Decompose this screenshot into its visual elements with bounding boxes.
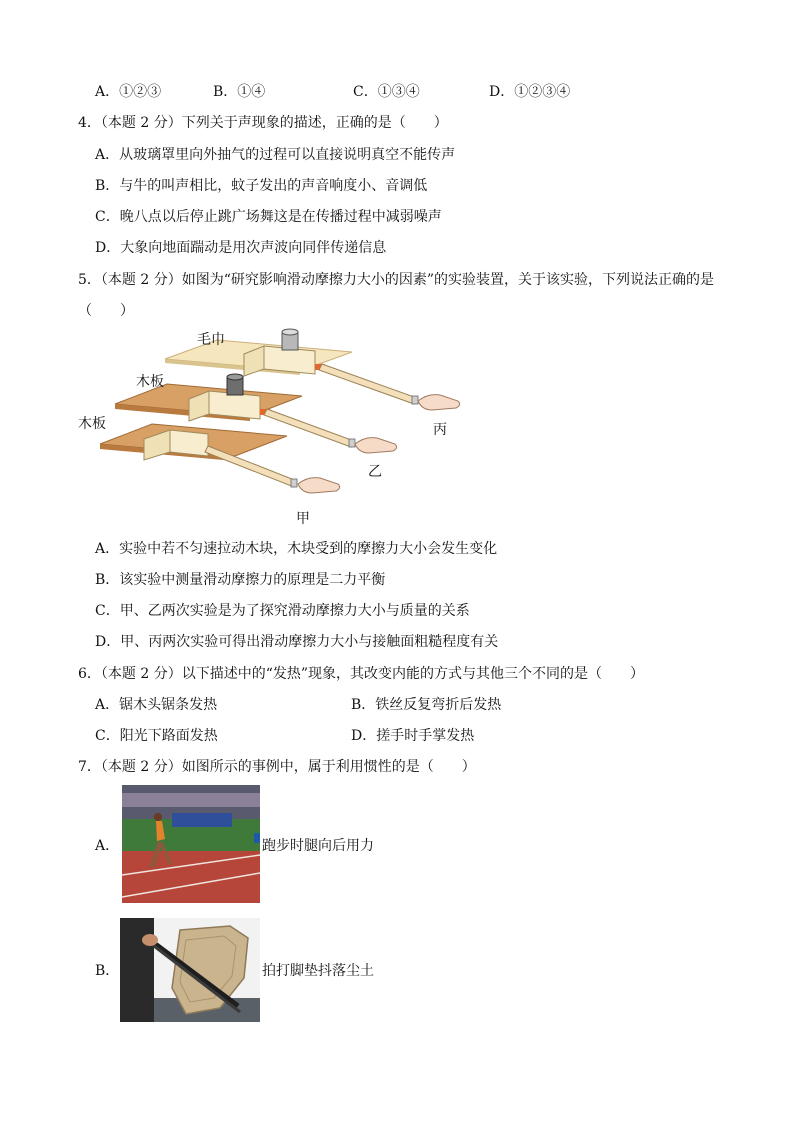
- q7-option-a-letter: A．: [95, 838, 120, 854]
- q4-option-c: C．晚八点以后停止跳广场舞这是在传播过程中减弱噪声: [95, 209, 442, 225]
- q3-option-d: D．①②③④: [489, 84, 571, 100]
- q7-option-b-caption: 拍打脚垫抖落尘土: [262, 963, 374, 979]
- label-towel: 毛巾: [197, 332, 225, 348]
- q7-option-a-caption: 跑步时腿向后用力: [262, 838, 374, 854]
- q6-stem: 6．（本题 2 分）以下描述中的“发热”现象，其改变内能的方式与其他三个不同的是（ ）: [78, 666, 645, 682]
- q6-option-c: C．阳光下路面发热: [95, 728, 218, 744]
- label-bing: 丙: [433, 422, 447, 438]
- q7-option-b-letter: B．: [95, 963, 120, 979]
- label-wood-middle: 木板: [136, 374, 164, 390]
- q6-option-b: B．铁丝反复弯折后发热: [351, 697, 502, 713]
- q3-option-b: B．①④: [213, 84, 266, 100]
- q4-stem: 4．（本题 2 分）下列关于声现象的描述，正确的是（ ）: [78, 115, 448, 131]
- q6-option-a: A．锯木头锯条发热: [95, 697, 218, 713]
- q5-stem-cont: （ ）: [78, 303, 134, 319]
- q3-option-a: A．①②③: [95, 84, 162, 100]
- q4-option-d: D．大象向地面踹动是用次声波向同伴传递信息: [95, 240, 387, 256]
- q4-option-b: B．与牛的叫声相比，蚊子发出的声音响度小、音调低: [95, 178, 428, 194]
- q6-option-d: D．搓手时手掌发热: [351, 728, 475, 744]
- q5-option-c: C．甲、乙两次实验是为了探究滑动摩擦力大小与质量的关系: [95, 603, 470, 619]
- friction-experiment-figure: [72, 326, 472, 531]
- q5-option-b: B．该实验中测量滑动摩擦力的原理是二力平衡: [95, 572, 386, 588]
- q7-stem: 7．（本题 2 分）如图所示的事例中，属于利用惯性的是（ ）: [78, 759, 476, 775]
- running-photo: [122, 785, 260, 903]
- q5-stem: 5．（本题 2 分）如图为“研究影响滑动摩擦力大小的因素”的实验装置，关于该实验，下列说法正确的是: [78, 272, 715, 288]
- q4-option-a: A．从玻璃罩里向外抽气的过程可以直接说明真空不能传声: [95, 147, 456, 163]
- q5-option-d: D．甲、丙两次实验可得出滑动摩擦力大小与接触面粗糙程度有关: [95, 634, 499, 650]
- q5-option-a: A．实验中若不匀速拉动木块，木块受到的摩擦力大小会发生变化: [95, 541, 498, 557]
- label-yi: 乙: [368, 464, 382, 480]
- label-wood-bottom: 木板: [78, 416, 106, 432]
- mat-photo: [120, 918, 260, 1022]
- label-jia: 甲: [296, 511, 310, 527]
- q3-option-c: C．①③④: [353, 84, 420, 100]
